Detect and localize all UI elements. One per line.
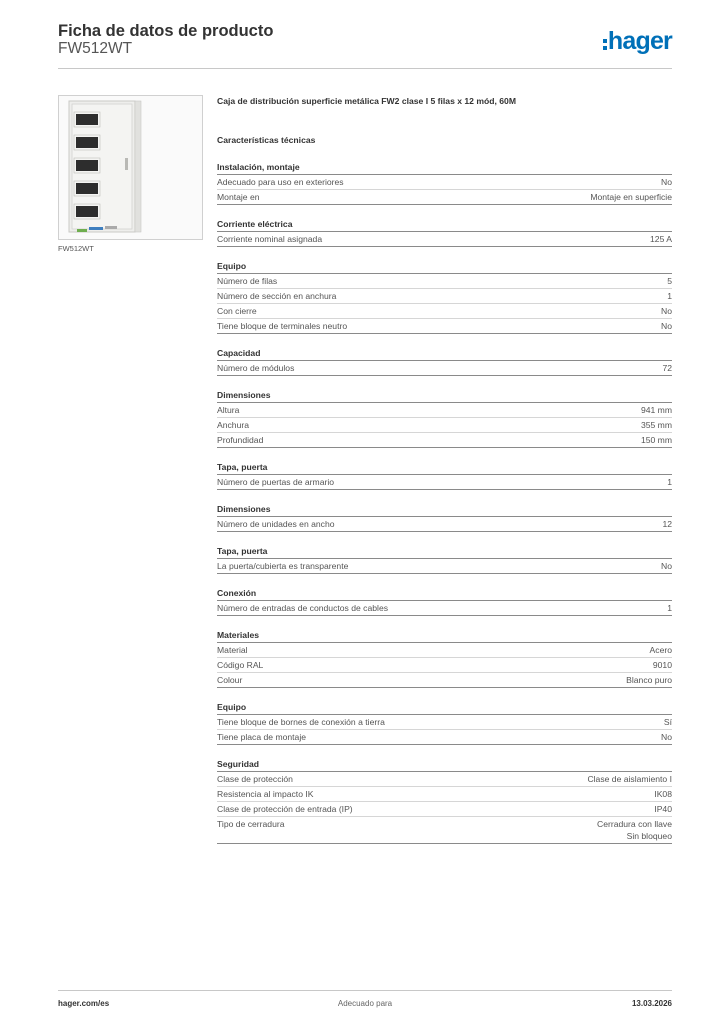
spec-value [587, 773, 672, 785]
spec-row [217, 433, 672, 448]
product-description: Caja de distribución superficie metálica FW2 clase I 5 filas x 12 mód, 60M [217, 96, 516, 106]
spec-value [661, 731, 672, 743]
spec-value-line: 1 [667, 477, 672, 487]
spec-value [662, 362, 672, 374]
logo-dots-icon [603, 39, 607, 50]
spec-value-line: 941 mm [640, 405, 672, 415]
spec-value [650, 644, 672, 656]
spec-label: Número de módulos [217, 363, 295, 373]
spec-value-line: Montaje en superficie [590, 192, 672, 202]
hager-logo [603, 28, 672, 54]
spec-label: Con cierre [217, 306, 257, 316]
spec-label: Tiene bloque de bornes de conexión a tierra [217, 717, 385, 727]
spec-value-line: No [661, 306, 672, 316]
spec-value [590, 191, 672, 203]
spec-value [641, 419, 672, 431]
spec-label: Profundidad [217, 435, 264, 445]
spec-row [217, 730, 672, 745]
spec-value [641, 404, 672, 416]
spec-value-line: 5 [667, 276, 672, 286]
spec-label: Anchura [217, 420, 250, 430]
spec-value-line: 12 [662, 519, 672, 529]
spec-value-line: IP40 [654, 804, 672, 814]
spec-row [217, 787, 672, 802]
footer-date: 13.03.2026 [631, 999, 672, 1008]
footer-website-link[interactable]: hager.com/es [58, 999, 110, 1008]
product-image [58, 95, 203, 240]
spec-value [650, 233, 672, 245]
section-title: Dimensiones [217, 388, 672, 403]
page-title: Ficha de datos de producto [58, 22, 274, 40]
spec-value [664, 716, 672, 728]
spec-label: Tiene bloque de terminales neutro [217, 321, 348, 331]
spec-section [217, 544, 672, 574]
spec-value [661, 320, 672, 332]
spec-value-line: No [661, 321, 672, 331]
spec-label: Altura [217, 405, 240, 415]
spec-section [217, 388, 672, 448]
spec-section [217, 160, 672, 205]
spec-row [217, 403, 672, 418]
spec-value-line: Acero [649, 645, 672, 655]
spec-value-line: Cerradura con llave [597, 819, 672, 829]
spec-row [217, 319, 672, 334]
spec-row [217, 418, 672, 433]
spec-row [217, 601, 672, 616]
spec-label: Número de unidades en ancho [217, 519, 335, 529]
spec-value [667, 290, 672, 302]
spec-value-line: Sí [663, 717, 672, 727]
spec-row [217, 658, 672, 673]
spec-value [653, 659, 672, 671]
spec-value-line: No [661, 732, 672, 742]
technical-characteristics-title: Características técnicas [217, 135, 316, 145]
spec-section [217, 628, 672, 688]
spec-label: Número de sección en anchura [217, 291, 337, 301]
spec-label: Número de filas [217, 276, 278, 286]
spec-label: Número de entradas de conductos de cables [217, 603, 389, 613]
section-title: Seguridad [217, 757, 672, 772]
spec-section [217, 217, 672, 247]
spec-value [667, 275, 672, 287]
spec-row [217, 802, 672, 817]
spec-section [217, 757, 672, 844]
section-title: Tapa, puerta [217, 460, 672, 475]
spec-row [217, 517, 672, 532]
spec-row [217, 361, 672, 376]
spec-label: Adecuado para uso en exteriores [217, 177, 344, 187]
spec-value-line: IK08 [654, 789, 672, 799]
spec-value [641, 434, 672, 446]
spec-value-line: 125 A [650, 234, 672, 244]
spec-label: Corriente nominal asignada [217, 234, 323, 244]
spec-value [667, 602, 672, 614]
section-title: Materiales [217, 628, 672, 643]
section-title: Tapa, puerta [217, 544, 672, 559]
spec-row [217, 175, 672, 190]
section-title: Dimensiones [217, 502, 672, 517]
spec-value-line: 355 mm [640, 420, 672, 430]
section-title: Equipo [217, 700, 672, 715]
spec-label: Número de puertas de armario [217, 477, 335, 487]
page-header [58, 20, 672, 69]
spec-label: Resistencia al impacto IK [217, 789, 314, 799]
spec-value [597, 818, 672, 842]
spec-row [217, 232, 672, 247]
spec-value-line: 1 [667, 603, 672, 613]
spec-value-line: Sin bloqueo [626, 831, 672, 841]
spec-sections [217, 160, 672, 844]
section-title: Corriente eléctrica [217, 217, 672, 232]
spec-value [661, 560, 672, 572]
spec-value-line: Clase de aislamiento I [587, 774, 672, 784]
spec-row [217, 304, 672, 319]
spec-value [661, 305, 672, 317]
spec-value-line: 72 [662, 363, 672, 373]
spec-section [217, 259, 672, 334]
product-code: FW512WT [58, 40, 133, 57]
spec-row [217, 475, 672, 490]
spec-section [217, 502, 672, 532]
spec-value-line: 150 mm [640, 435, 672, 445]
spec-value [654, 788, 672, 800]
spec-row [217, 772, 672, 787]
spec-row [217, 274, 672, 289]
distribution-box-illustration [59, 96, 202, 239]
footer-center-text: Adecuado para [337, 999, 393, 1008]
spec-row [217, 190, 672, 205]
spec-label: Colour [217, 675, 243, 685]
spec-value-line: 1 [667, 291, 672, 301]
section-title: Instalación, montaje [217, 160, 672, 175]
spec-value-line: No [661, 561, 672, 571]
spec-label: Material [217, 645, 248, 655]
spec-row [217, 643, 672, 658]
logo-text: hager [607, 26, 672, 55]
spec-value-line: 9010 [652, 660, 672, 670]
spec-label: Código RAL [217, 660, 264, 670]
spec-row [217, 715, 672, 730]
spec-value [654, 803, 672, 815]
section-title: Equipo [217, 259, 672, 274]
spec-row [217, 289, 672, 304]
spec-value [662, 518, 672, 530]
spec-label: Clase de protección de entrada (IP) [217, 804, 353, 814]
spec-section [217, 586, 672, 616]
spec-label: Tipo de cerradura [217, 819, 285, 829]
spec-label: La puerta/cubierta es transparente [217, 561, 349, 571]
spec-section [217, 346, 672, 376]
spec-row [217, 673, 672, 688]
spec-label: Montaje en [217, 192, 260, 202]
section-title: Conexión [217, 586, 672, 601]
page-footer [58, 990, 672, 1015]
section-title: Capacidad [217, 346, 672, 361]
product-details [217, 95, 672, 856]
spec-row [217, 817, 672, 844]
spec-section [217, 700, 672, 745]
spec-value [667, 476, 672, 488]
spec-value-line: Blanco puro [626, 675, 672, 685]
spec-value [661, 176, 672, 188]
spec-value-line: No [661, 177, 672, 187]
product-image-caption: FW512WT [58, 244, 94, 253]
spec-value [626, 674, 672, 686]
spec-label: Tiene placa de montaje [217, 732, 307, 742]
spec-label: Clase de protección [217, 774, 293, 784]
spec-section [217, 460, 672, 490]
spec-row [217, 559, 672, 574]
